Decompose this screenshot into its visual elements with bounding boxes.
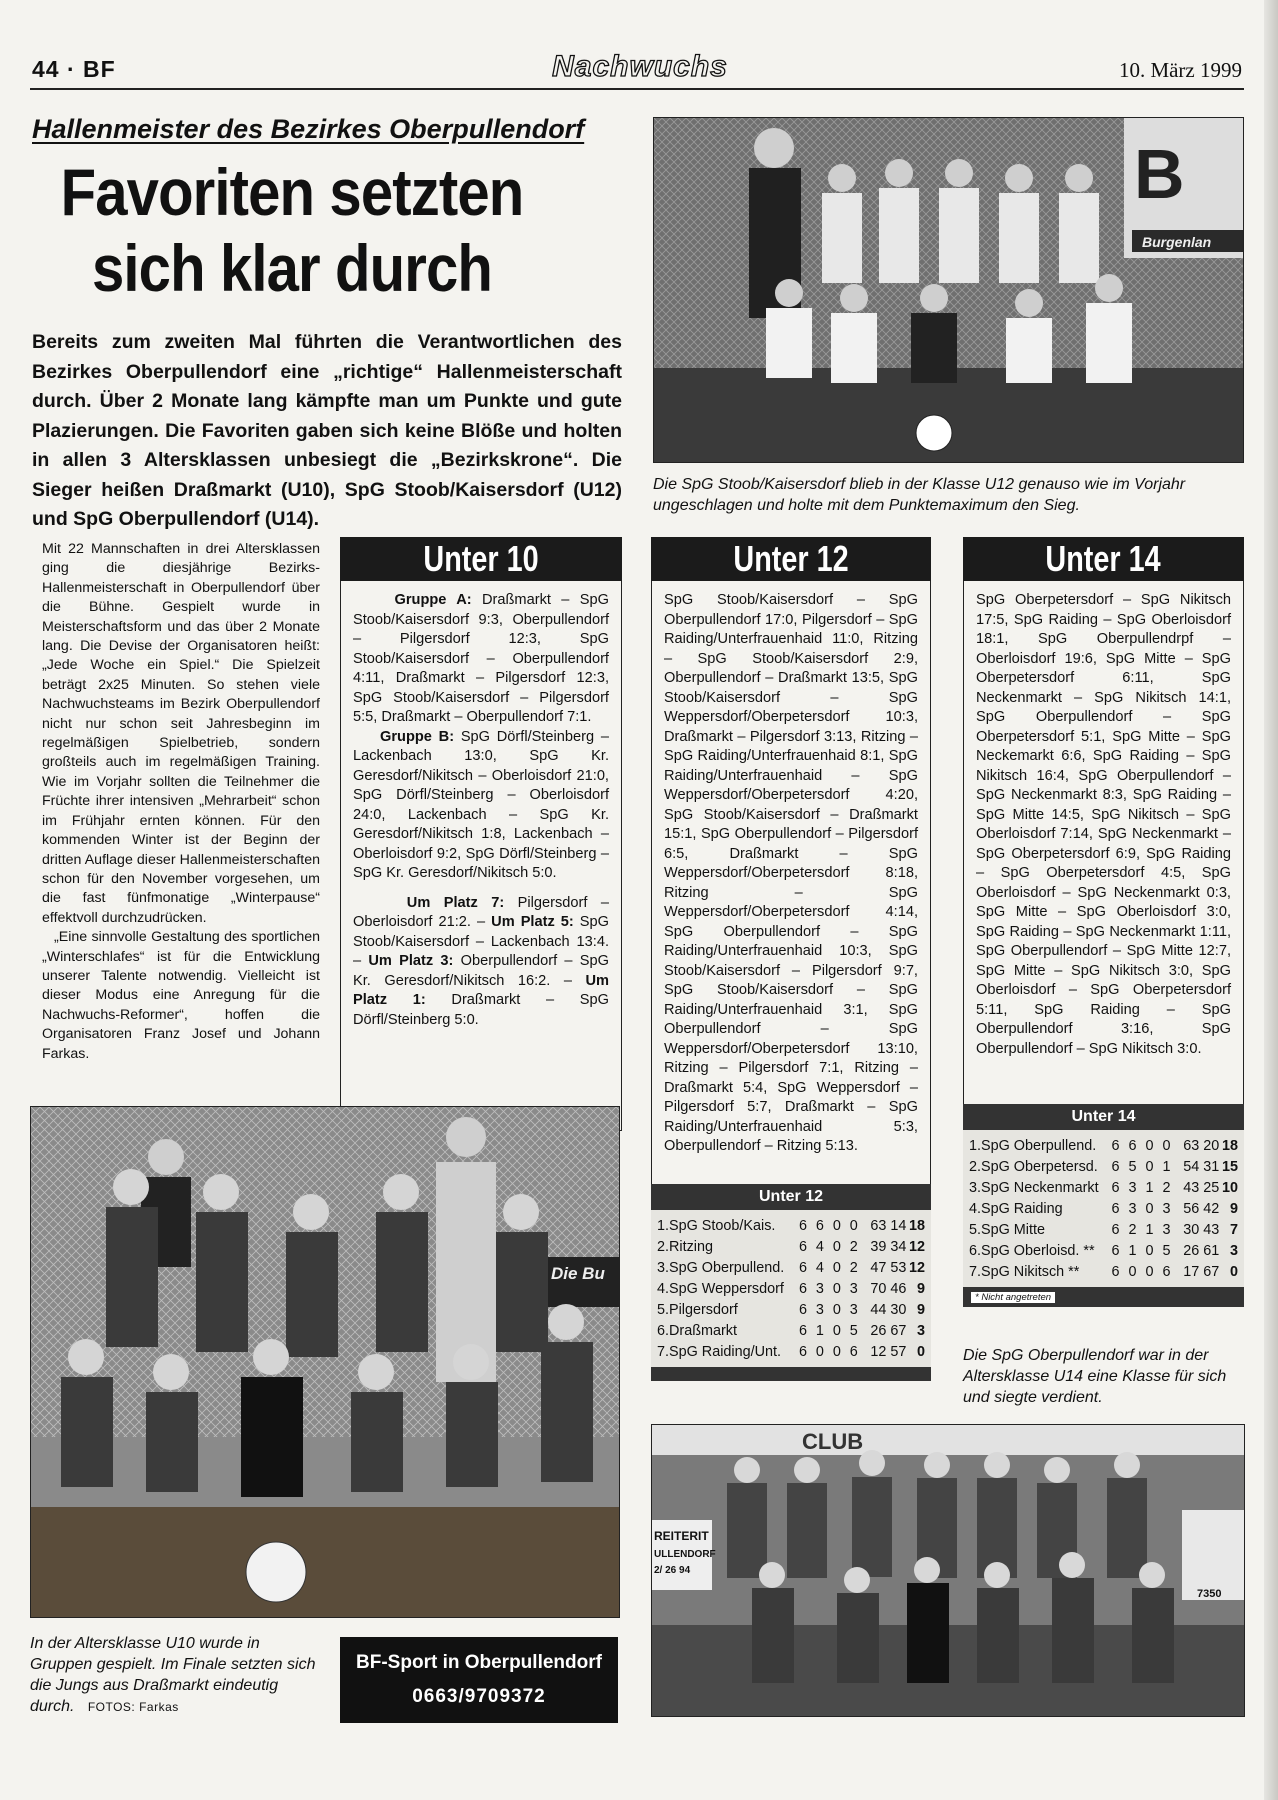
standings-cell-s: 6 bbox=[815, 1218, 824, 1234]
standings-u12-title: Unter 12 bbox=[651, 1184, 931, 1210]
standings-row bbox=[969, 1241, 1238, 1262]
standings-cell-team: SpG Oberpullend. bbox=[669, 1260, 785, 1276]
standings-cell-team: SpG Raiding bbox=[981, 1201, 1063, 1217]
photo-u12-team bbox=[653, 117, 1244, 463]
standings-cell-goals: 63 14 bbox=[870, 1218, 907, 1234]
standings-cell-s: 3 bbox=[1128, 1180, 1137, 1196]
standings-cell-u: 0 bbox=[1145, 1138, 1154, 1154]
standings-cell-team: Ritzing bbox=[669, 1239, 714, 1255]
standings-cell-rank: 5. bbox=[657, 1302, 670, 1318]
standings-cell-goals: 26 61 bbox=[1183, 1243, 1220, 1259]
standings-cell-s: 0 bbox=[815, 1344, 824, 1360]
standings-cell-pts: 9 bbox=[916, 1281, 925, 1297]
standings-cell-n: 6 bbox=[849, 1344, 858, 1360]
standings-cell-s: 2 bbox=[1128, 1222, 1137, 1238]
headline-line-1: Favoriten setzten bbox=[60, 155, 524, 229]
standings-cell-u: 0 bbox=[832, 1302, 841, 1318]
standings-row bbox=[969, 1220, 1238, 1241]
standings-cell-team: SpG Neckenmarkt bbox=[981, 1180, 1099, 1196]
standings-u12-table bbox=[651, 1210, 931, 1367]
results-u12-text: SpG Stoob/Kaisersdorf – SpG Oberpullendorf 17:0, Pilgersdorf – SpG Raiding/Unterfrauenhaid 11:0, Ritzing – SpG Stoob/Kaisersdorf 2:9, Oberpullendorf – Draßmarkt 13:5, SpG Stoob/Kaisersdorf – SpG Weppersdorf/Oberpetersdorf 10:3, Draßmarkt – Pilgersdorf 3:13, Ritzing – SpG Raiding/Unterfrauenhaid 8:1, SpG Raiding/Unterfrauenhaid – SpG Weppersdorf/Oberpetersdorf 4:20, SpG Stoob/Kaisersdorf – Draßmarkt 15:1, SpG Oberpullendorf – Pilgersdorf 6:5, Draßmarkt – SpG Weppersdorf/Oberpetersdorf 8:18, Ritzing – SpG Weppersdorf/Oberpetersdorf 4:14, SpG Oberpullendorf – SpG Raiding/Unterfrauenhaid 10:3, SpG Stoob/Kaisersdorf – Pilgersdorf 9:7, SpG Stoob/Kaisersdorf – SpG Raiding/Unterfrauenhaid 3:1, SpG Oberpullendorf – SpG Weppersdorf/Oberpetersdorf 13:10, Ritzing – Pilgersdorf 7:1, Ritzing – Draßmarkt 5:4, SpG Weppersdorf – Pilgersdorf 5:7, Draßmarkt – SpG Raiding/Unterfrauenhaid 5:3, Oberpullendorf – Ritzing 5:13. bbox=[664, 592, 918, 1154]
standings-cell-rank: 4. bbox=[657, 1281, 670, 1297]
standings-cell-s: 3 bbox=[1128, 1201, 1137, 1217]
standings-cell-s: 1 bbox=[1128, 1243, 1137, 1259]
page-edge bbox=[1264, 0, 1278, 1800]
body-paragraph: Mit 22 Mannschaften in drei Altersklassen ging die diesjährige Bezirks-Hallenmeisterschaft in Oberpullendorf über die Bühne. Gespielt wurde in Meisterschaftsform und das über 2 Monate lang. Die Devise der Organisatoren heißt: „Jede Woche ein Spiel.“ Die Spielzeit beträgt 2x25 Minuten. So stehen viele Nachwuchsteams im Bezirk Oberpullendorf nicht nur schon seit Jahresbeginn im regelmäßigen Spielbetrieb, sondern großteils auch im regelmäßigen Training. Wie im Vorjahr sollten die Teilnehmer die Früchte ihrer intensiven „Mehrarbeit“ schon im Frühjahr ernten können. Für den kommenden Winter ist der Beginn der dritten Auflage dieser Hallenmeisterschaften schon für den November vorgesehen, um die fast fünfmonatige „Winterpause“ effektvoll durchzudrücken. bbox=[42, 541, 320, 926]
standings-cell-goals: 17 67 bbox=[1183, 1264, 1220, 1280]
standings-cell-u: 0 bbox=[832, 1281, 841, 1297]
standings-cell-sp: 6 bbox=[1111, 1180, 1120, 1196]
standings-cell-pts: 7 bbox=[1229, 1222, 1238, 1238]
standings-cell-pts: 18 bbox=[1221, 1138, 1238, 1154]
standings-cell-goals: 44 30 bbox=[870, 1302, 907, 1318]
standings-cell-team: SpG Nikitsch ** bbox=[981, 1264, 1080, 1280]
standings-cell-goals: 63 20 bbox=[1183, 1138, 1220, 1154]
standings-cell-team: SpG Oberpetersd. bbox=[981, 1159, 1098, 1175]
headline-line-2: sich klar durch bbox=[92, 231, 492, 305]
standings-row bbox=[657, 1321, 925, 1342]
standings-cell-n: 0 bbox=[1162, 1138, 1171, 1154]
standings-row bbox=[657, 1300, 925, 1321]
standings-cell-team: SpG Oberloisd. ** bbox=[981, 1243, 1095, 1259]
standings-cell-rank: 2. bbox=[657, 1239, 670, 1255]
standings-cell-sp: 6 bbox=[1111, 1243, 1120, 1259]
results-u10-body bbox=[340, 581, 622, 1131]
results-u12-body bbox=[651, 581, 931, 1196]
standings-row bbox=[657, 1216, 925, 1237]
ad-phone: 0663/9709372 bbox=[412, 1686, 546, 1707]
photo-banner-text: Burgenlan bbox=[1142, 234, 1212, 250]
standings-cell-sp: 6 bbox=[798, 1260, 807, 1276]
standings-cell-s: 3 bbox=[815, 1302, 824, 1318]
standings-row bbox=[657, 1258, 925, 1279]
standings-cell-n: 3 bbox=[849, 1302, 858, 1318]
standings-cell-goals: 47 53 bbox=[870, 1260, 907, 1276]
standings-row bbox=[657, 1342, 925, 1363]
standings-cell-sp: 6 bbox=[798, 1344, 807, 1360]
standings-cell-u: 1 bbox=[1145, 1222, 1154, 1238]
standings-cell-u: 0 bbox=[1145, 1264, 1154, 1280]
standings-cell-n: 5 bbox=[849, 1323, 858, 1339]
standings-cell-u: 0 bbox=[832, 1239, 841, 1255]
photo-banner-text: Die Bu bbox=[551, 1264, 605, 1283]
standings-row bbox=[969, 1262, 1238, 1283]
standings-cell-pts: 0 bbox=[916, 1344, 925, 1360]
results-u10-placings: Um Platz 7: Pilgersdorf – Oberloisdorf 21:2. – Um Platz 5: SpG Stoob/Kaisersdorf – Lackenbach 13:4. – Um Platz 3: Oberpullendorf – SpG Kr. Geresdorf/Nikitsch 16:2. – Um Platz 1: Draßmarkt – SpG Dörfl/Steinberg 5:0. bbox=[353, 894, 609, 1028]
results-u12-title: Unter 12 bbox=[651, 537, 931, 581]
standings-cell-n: 2 bbox=[1162, 1180, 1171, 1196]
page-number: 44 · BF bbox=[32, 56, 116, 82]
section-title: Nachwuchs bbox=[552, 50, 728, 83]
standings-cell-s: 1 bbox=[815, 1323, 824, 1339]
standings-u14 bbox=[963, 1104, 1244, 1307]
standings-cell-sp: 6 bbox=[1111, 1201, 1120, 1217]
standings-cell-team: Draßmarkt bbox=[669, 1323, 737, 1339]
results-u10-group-a: Gruppe A: Draßmarkt – SpG Stoob/Kaisersdorf 9:3, Oberpullendorf – Pilgersdorf 12:3, SpG Stoob/Kaisersdorf – Oberpullendorf 4:11, Draßmarkt – Pilgersdorf 12:3, SpG Stoob/Kaisersdorf – Pilgersdorf 5:5, Draßmarkt – Oberpullendorf 7:1. bbox=[353, 592, 609, 725]
standings-cell-s: 5 bbox=[1128, 1159, 1137, 1175]
photo-banner-text: 7350 bbox=[1197, 1588, 1222, 1600]
standings-cell-pts: 3 bbox=[1229, 1243, 1238, 1259]
caption-u10-photo: In der Altersklasse U10 wurde in Gruppen gespielt. Im Finale setzten sich die Jungs aus Draßmarkt eindeutig durch. FOTOS: Farkas bbox=[30, 1635, 316, 1715]
lead-paragraph: Bereits zum zweiten Mal führten die Verantwortlichen des Bezirkes Oberpullendorf eine „richtige“ Hallenmeisterschaft durch. Über 2 Monate lang kämpfte man um Punkte und gute Plazierungen. Die Favoriten gaben sich keine Blöße und holten in allen 3 Altersklassen unbesiegt die „Bezirkskrone“. Die Sieger heißen Draßmarkt (U10), SpG Stoob/Kaisersdorf (U12) und SpG Oberpullendorf (U14). bbox=[32, 331, 622, 530]
standings-cell-sp: 6 bbox=[798, 1281, 807, 1297]
standings-u14-footer bbox=[963, 1287, 1244, 1307]
photo-banner-text: ULLENDORF bbox=[654, 1549, 716, 1560]
standings-cell-pts: 12 bbox=[908, 1239, 925, 1255]
standings-u12 bbox=[651, 1184, 931, 1381]
standings-cell-s: 3 bbox=[815, 1281, 824, 1297]
standings-cell-rank: 1. bbox=[969, 1138, 982, 1154]
results-u14-title: Unter 14 bbox=[963, 537, 1244, 581]
standings-cell-pts: 9 bbox=[1229, 1201, 1238, 1217]
standings-cell-sp: 6 bbox=[798, 1218, 807, 1234]
standings-row bbox=[657, 1237, 925, 1258]
photo-u10-team bbox=[30, 1106, 620, 1618]
standings-cell-pts: 3 bbox=[916, 1323, 925, 1339]
standings-cell-s: 4 bbox=[815, 1239, 824, 1255]
ad-box bbox=[340, 1637, 618, 1723]
standings-row bbox=[969, 1157, 1238, 1178]
standings-cell-goals: 54 31 bbox=[1183, 1159, 1220, 1175]
standings-cell-goals: 70 46 bbox=[870, 1281, 907, 1297]
standings-cell-goals: 56 42 bbox=[1183, 1201, 1220, 1217]
standings-cell-pts: 12 bbox=[908, 1260, 925, 1276]
standings-cell-sp: 6 bbox=[798, 1239, 807, 1255]
header-rule bbox=[30, 88, 1244, 90]
standings-cell-n: 2 bbox=[849, 1260, 858, 1276]
standings-row bbox=[657, 1279, 925, 1300]
photo-banner-text: CLUB bbox=[802, 1429, 864, 1454]
standings-u14-table bbox=[963, 1130, 1244, 1287]
standings-cell-rank: 3. bbox=[657, 1260, 670, 1276]
standings-cell-rank: 7. bbox=[969, 1264, 982, 1280]
standings-cell-s: 6 bbox=[1128, 1138, 1137, 1154]
standings-cell-n: 6 bbox=[1162, 1264, 1171, 1280]
standings-cell-n: 5 bbox=[1162, 1243, 1171, 1259]
headline bbox=[28, 154, 556, 306]
standings-row bbox=[969, 1178, 1238, 1199]
standings-u14-title: Unter 14 bbox=[963, 1104, 1244, 1130]
results-u10-title: Unter 10 bbox=[340, 537, 622, 581]
standings-cell-n: 2 bbox=[849, 1239, 858, 1255]
standings-cell-team: SpG Weppersdorf bbox=[669, 1281, 784, 1297]
results-u10-group-b: Gruppe B: SpG Dörfl/Steinberg – Lackenbach 13:0, SpG Kr. Geresdorf/Nikitsch – Oberloisdorf 21:0, SpG Dörfl/Steinberg – Oberloisdorf 24:0, Lackenbach – SpG Kr. Geresdorf/Nikitsch 1:8, Lackenbach – Oberloisdorf 9:2, SpG Dörfl/Steinberg – SpG Kr. Geresdorf/Nikitsch 5:0. bbox=[353, 728, 609, 881]
standings-cell-u: 0 bbox=[832, 1344, 841, 1360]
standings-cell-pts: 15 bbox=[1221, 1159, 1238, 1175]
results-u10 bbox=[340, 537, 622, 1131]
standings-cell-sp: 6 bbox=[1111, 1159, 1120, 1175]
results-u14-text: SpG Oberpetersdorf – SpG Nikitsch 17:5, SpG Raiding – SpG Oberloisdorf 18:1, SpG Oberpullendrpf – Oberloisdorf 19:6, SpG Mitte – SpG Oberpetersdorf 6:11, SpG Neckenmarkt – SpG Nikitsch 14:1, SpG Oberpullendorf – SpG Oberpetersdorf 5:1, SpG Mitte – SpG Neckemarkt 6:6, SpG Raiding – SpG Nikitsch 16:4, SpG Oberpullendorf – SpG Neckenmarkt 8:3, SpG Raiding – SpG Mitte 14:5, SpG Nikitsch – SpG Oberloisdorf 7:14, SpG Neckenmarkt – SpG Oberpetersdorf 6:9, SpG Raiding – SpG Oberpetersdorf 4:5, SpG Oberloisdorf – SpG Neckenmarkt 0:3, SpG Mitte – SpG Oberloisdorf 3:0, SpG Raiding – SpG Neckenmarkt 1:11, SpG Oberpullendorf – SpG Mitte 12:7, SpG Mitte – SpG Nikitsch 3:0, SpG Oberloisdorf – SpG Oberpetersdorf 5:11, SpG Raiding – SpG Oberpullendorf 3:16, SpG Oberpullendorf – SpG Nikitsch 3:0. bbox=[976, 592, 1231, 1057]
results-u14-body bbox=[963, 581, 1244, 1145]
caption-u12-photo: Die SpG Stoob/Kaisersdorf blieb in der Klasse U12 genauso wie im Vorjahr ungeschlagen und holte mit dem Punktemaximum den Sieg. bbox=[653, 476, 1186, 514]
issue-date: 10. März 1999 bbox=[1118, 58, 1242, 82]
standings-cell-n: 1 bbox=[1162, 1159, 1171, 1175]
standings-cell-goals: 26 67 bbox=[870, 1323, 907, 1339]
standings-cell-team: SpG Stoob/Kais. bbox=[669, 1218, 776, 1234]
standings-u12-footer bbox=[651, 1367, 931, 1381]
results-u12 bbox=[651, 537, 931, 1196]
kicker: Hallenmeister des Bezirkes Oberpullendorf bbox=[32, 114, 585, 144]
photo-credit: FOTOS: Farkas bbox=[87, 1700, 179, 1714]
standings-cell-rank: 4. bbox=[969, 1201, 982, 1217]
caption-u14-photo: Die SpG Oberpullendorf war in der Altersklasse U14 eine Klasse für sich und siegte verdient. bbox=[963, 1347, 1227, 1406]
results-u14 bbox=[963, 537, 1244, 1145]
standings-cell-rank: 7. bbox=[657, 1344, 670, 1360]
standings-cell-n: 3 bbox=[1162, 1222, 1171, 1238]
standings-cell-sp: 6 bbox=[798, 1323, 807, 1339]
standings-cell-s: 4 bbox=[815, 1260, 824, 1276]
standings-cell-goals: 12 57 bbox=[870, 1344, 907, 1360]
standings-cell-sp: 6 bbox=[1111, 1138, 1120, 1154]
ad-line-1: BF-Sport in Oberpullendorf bbox=[356, 1652, 602, 1673]
standings-cell-u: 0 bbox=[1145, 1243, 1154, 1259]
standings-cell-rank: 2. bbox=[969, 1159, 982, 1175]
standings-cell-u: 0 bbox=[832, 1218, 841, 1234]
photo-u14-team bbox=[651, 1424, 1245, 1717]
standings-cell-goals: 30 43 bbox=[1183, 1222, 1220, 1238]
photo-sign-text: B bbox=[1134, 135, 1185, 213]
standings-cell-u: 0 bbox=[832, 1260, 841, 1276]
standings-cell-team: SpG Raiding/Unt. bbox=[669, 1344, 781, 1360]
standings-cell-rank: 6. bbox=[657, 1323, 670, 1339]
standings-cell-sp: 6 bbox=[1111, 1264, 1120, 1280]
article-body bbox=[42, 540, 320, 1064]
standings-cell-team: SpG Oberpullend. bbox=[981, 1138, 1097, 1154]
standings-row bbox=[969, 1199, 1238, 1220]
standings-cell-pts: 0 bbox=[1229, 1264, 1238, 1280]
standings-cell-s: 0 bbox=[1128, 1264, 1137, 1280]
standings-cell-u: 0 bbox=[832, 1323, 841, 1339]
standings-cell-pts: 18 bbox=[908, 1218, 925, 1234]
standings-row bbox=[969, 1136, 1238, 1157]
standings-cell-sp: 6 bbox=[798, 1302, 807, 1318]
standings-cell-sp: 6 bbox=[1111, 1222, 1120, 1238]
standings-cell-goals: 39 34 bbox=[870, 1239, 907, 1255]
standings-cell-u: 0 bbox=[1145, 1201, 1154, 1217]
standings-cell-pts: 9 bbox=[916, 1302, 925, 1318]
photo-banner-text: 2/ 26 94 bbox=[654, 1565, 691, 1576]
standings-cell-team: SpG Mitte bbox=[981, 1222, 1045, 1238]
standings-cell-pts: 10 bbox=[1221, 1180, 1238, 1196]
standings-cell-u: 0 bbox=[1145, 1159, 1154, 1175]
photo-banner-text: REITERIT bbox=[654, 1529, 709, 1543]
standings-cell-rank: 3. bbox=[969, 1180, 982, 1196]
standings-cell-rank: 1. bbox=[657, 1218, 670, 1234]
standings-cell-n: 3 bbox=[1162, 1201, 1171, 1217]
standings-cell-n: 0 bbox=[849, 1218, 858, 1234]
standings-cell-rank: 5. bbox=[969, 1222, 982, 1238]
standings-cell-team: Pilgersdorf bbox=[669, 1302, 738, 1318]
standings-cell-n: 3 bbox=[849, 1281, 858, 1297]
standings-cell-goals: 43 25 bbox=[1183, 1180, 1220, 1196]
body-paragraph: „Eine sinnvolle Gestaltung des sportlichen „Winterschlafes“ ist für die Entwicklung unserer Talente notwendig. Vielleicht ist dieser Modus eine Anregung für die Nachwuchs-Reformer“, hoffen die Organisatoren Franz Josef und Johann Farkas. bbox=[42, 929, 320, 1062]
standings-u14-note: * Nicht angetreten bbox=[971, 1292, 1055, 1303]
standings-cell-u: 1 bbox=[1145, 1180, 1154, 1196]
standings-cell-rank: 6. bbox=[969, 1243, 982, 1259]
